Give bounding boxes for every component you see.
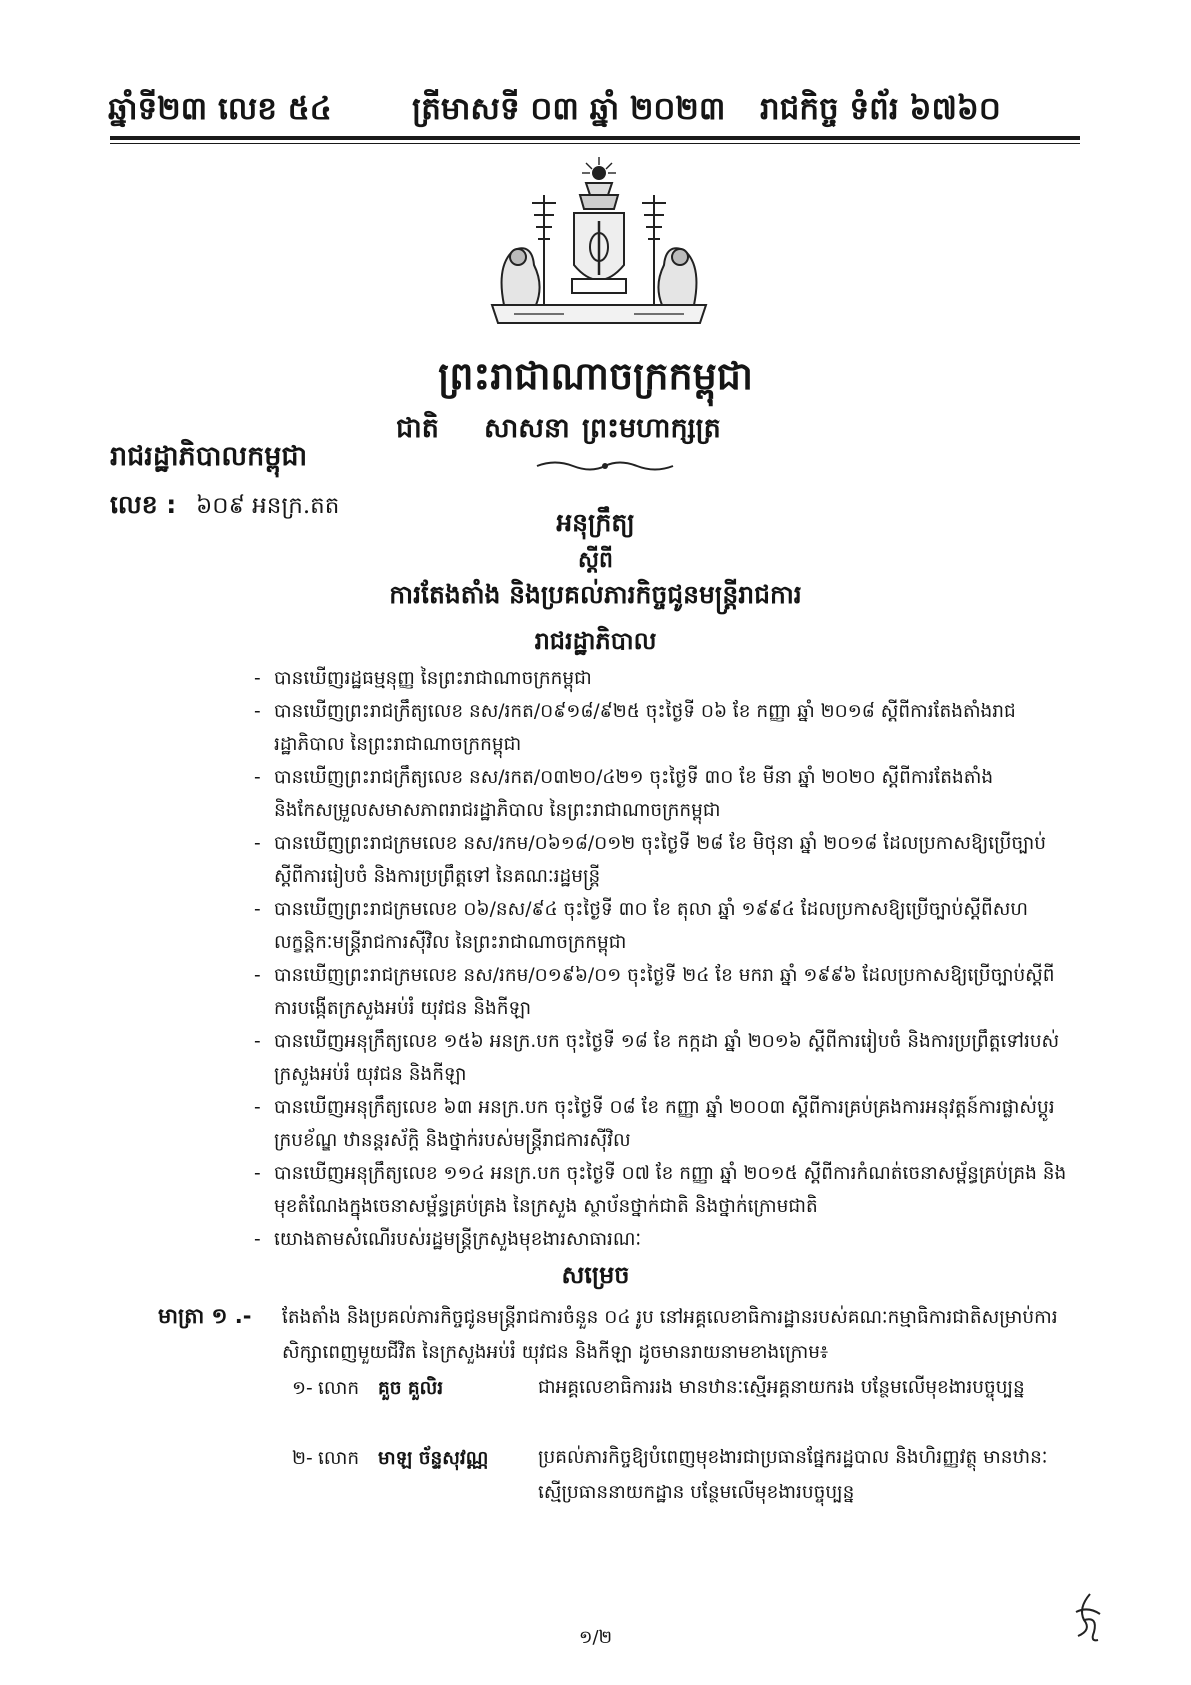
appointee-2-title: លោក — [318, 1448, 360, 1469]
document-number-value: ៦០៩ អនក្រ.តត — [196, 493, 340, 519]
appointee-2-number: ២- — [292, 1448, 313, 1469]
motto-religion: សាសនា — [484, 413, 570, 444]
motto-nation: ជាតិ — [396, 413, 439, 444]
recital-item: - យោងតាមសំណើរបស់រដ្ឋមន្ត្រីក្រសួងមុខងារសាធារណៈ — [272, 1223, 1072, 1256]
article-1-text: តែងតាំង និងប្រគល់ភារកិច្ចជូនមន្ត្រីរាជការចំនួន ០៤ រូប នៅអគ្គលេខាធិការដ្ឋានរបស់គណៈកម្មាធិការជាតិសម្រាប់ការសិក្សាពេញមួយជីវិត នៃក្រសួងអប់រំ យុវជន និងកីឡា ដូចមានរាយនាមខាងក្រោម៖ — [282, 1307, 1058, 1363]
appointee-2-description: ប្រគល់ភារកិច្ចឱ្យបំពេញមុខងារជាប្រធានផ្នែករដ្ឋបាល និងហិរញ្ញវត្ថុ មានឋានៈស្មើប្រធាននាយកដ្ឋាន បន្ថែមលើមុខងារបច្ចុប្បន្ន — [538, 1447, 1048, 1503]
recital-item: - បានឃើញអនុក្រឹត្យលេខ ១៥៦ អនក្រ.បក ចុះថ្ងៃទី ១៨ ខែ កក្កដា ឆ្នាំ ២០១៦ ស្តីពីការរៀបចំ និងការប្រព្រឹត្តទៅរបស់ក្រសួងអប់រំ យុវជន និងកីឡា — [272, 1025, 1072, 1091]
recital-item: - បានឃើញព្រះរាជក្រឹត្យលេខ នស/រកត/០៩១៨/៩២៥ ចុះថ្ងៃទី ០៦ ខែ កញ្ញា ឆ្នាំ ២០១៨ ស្តីពីការតែងតាំងរាជរដ្ឋាភិបាល នៃព្រះរាជាណាចក្រកម្ពុជា — [272, 695, 1072, 761]
gazette-issue: ឆ្នាំទី២៣ លេខ ៥៤ — [108, 91, 332, 127]
article-1-label: មាត្រា ១ .- — [158, 1304, 252, 1328]
header-rule — [110, 136, 1080, 140]
recital-item: - បានឃើញព្រះរាជក្រមលេខ ០៦/នស/៩៤ ចុះថ្ងៃទី ៣០ ខែ តុលា ឆ្នាំ ១៩៩៤ ដែលប្រកាសឱ្យប្រើច្បាប់ស្តីពីសហលក្ខន្តិកៈមន្ត្រីរាជការស៊ីវិល នៃព្រះរាជាណាចក្រកម្ពុជា — [272, 893, 1072, 959]
appointee-1-name: គួច គួលិរ — [378, 1378, 444, 1399]
signature-icon — [1068, 1590, 1108, 1645]
recital-item: - បានឃើញរដ្ឋធម្មនុញ្ញ នៃព្រះរាជាណាចក្រកម្ពុជា — [272, 662, 1072, 695]
gazette-page: រាជកិច្ច ទំព័រ ៦៧៦០ — [760, 91, 1001, 127]
issuer-name: រាជរដ្ឋាភិបាលកម្ពុជា — [110, 441, 308, 472]
page-number: ១/២ — [578, 1627, 613, 1648]
decision-heading: សម្រេច — [561, 1261, 630, 1289]
royal-coat-of-arms-icon — [474, 155, 724, 335]
document-about: ស្តីពី — [578, 548, 613, 573]
recital-item: - បានឃើញព្រះរាជក្រឹត្យលេខ នស/រកត/០៣២០/៤២១ ចុះថ្ងៃទី ៣០ ខែ មីនា ឆ្នាំ ២០២០ ស្តីពីការតែងតាំង និងកែសម្រួលសមាសភាពរាជរដ្ឋាភិបាល នៃព្រះរាជាណាចក្រកម្ពុជា — [272, 761, 1072, 827]
recitals-list — [272, 662, 1072, 1256]
appointee-1-title: លោក — [318, 1378, 360, 1399]
motto-king: ព្រះមហាក្សត្រ — [582, 413, 721, 444]
document-subject: ការតែងតាំង និងប្រគល់ភារកិច្ចជូនមន្ត្រីរាជការ — [389, 580, 802, 609]
header-rule-thin — [110, 143, 1080, 144]
document-number-label: លេខ : — [110, 490, 177, 519]
appointee-2-name: មាឡ ច័ន្ទសុវណ្ណ — [378, 1448, 489, 1469]
recital-item: - បានឃើញព្រះរាជក្រមលេខ នស/រកម/០៦១៨/០១២ ចុះថ្ងៃទី ២៨ ខែ មិថុនា ឆ្នាំ ២០១៨ ដែលប្រកាសឱ្យប្រើច្បាប់ស្តីពីការរៀបចំ និងការប្រព្រឹត្តទៅ នៃគណៈរដ្ឋមន្ត្រី — [272, 827, 1072, 893]
kingdom-title: ព្រះរាជាណាចក្រកម្ពុជា — [438, 354, 753, 398]
gazette-quarter: ត្រីមាសទី ០៣ ឆ្នាំ ២០២៣ — [412, 91, 726, 127]
recital-item: - បានឃើញព្រះរាជក្រមលេខ នស/រកម/០១៩៦/០១ ចុះថ្ងៃទី ២៤ ខែ មករា ឆ្នាំ ១៩៩៦ ដែលប្រកាសឱ្យប្រើច្បាប់ស្តីពីការបង្កើតក្រសួងអប់រំ យុវជន និងកីឡា — [272, 959, 1072, 1025]
appointee-1-number: ១- — [292, 1378, 313, 1399]
appointee-1-description: ជាអគ្គលេខាធិការរង មានឋានៈស្មើអគ្គនាយករង បន្ថែមលើមុខងារបច្ចុប្បន្ន — [538, 1377, 1025, 1398]
ornament-divider-icon — [535, 458, 675, 472]
recital-item: - បានឃើញអនុក្រឹត្យលេខ ៦៣ អនក្រ.បក ចុះថ្ងៃទី ០៨ ខែ កញ្ញា ឆ្នាំ ២០០៣ ស្តីពីការគ្រប់គ្រងការអនុវត្តន៍ការផ្លាស់ប្តូរក្របខ័ណ្ឌ ឋានន្តរស័ក្តិ និងថ្នាក់របស់មន្ត្រីរាជការស៊ីវិល — [272, 1091, 1072, 1157]
authority-heading: រាជរដ្ឋាភិបាល — [534, 627, 657, 655]
document-type: អនុក្រឹត្យ — [556, 508, 635, 537]
recital-item: - បានឃើញអនុក្រឹត្យលេខ ១១៤ អនក្រ.បក ចុះថ្ងៃទី ០៧ ខែ កញ្ញា ឆ្នាំ ២០១៥ ស្តីពីការកំណត់ចេនាសម្ព័ន្ធគ្រប់គ្រង និងមុខតំណែងក្នុងចេនាសម្ព័ន្ធគ្រប់គ្រង នៃក្រសួង ស្ថាប័នថ្នាក់ជាតិ និងថ្នាក់ក្រោមជាតិ — [272, 1157, 1072, 1223]
